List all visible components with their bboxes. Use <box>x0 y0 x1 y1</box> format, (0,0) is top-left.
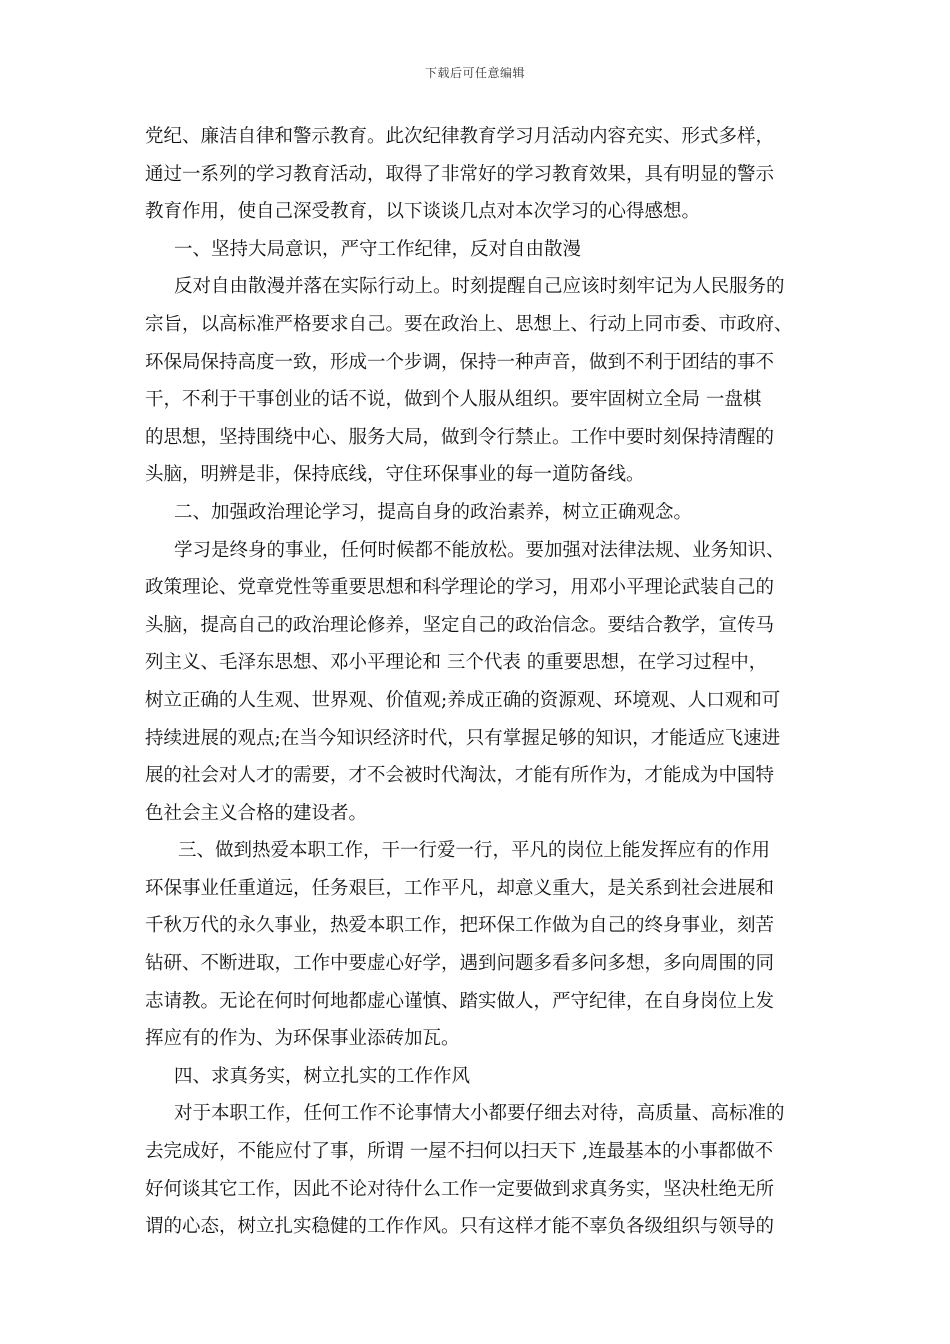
text-line: 党纪、廉洁自律和警示教育。此次纪律教育学习月活动内容充实、形式多样， <box>145 126 775 147</box>
text-line: 谓的心态，树立扎实稳健的工作作风。只有这样才能不辜负各级组织与领导的 <box>145 1216 775 1238</box>
text-line: 钻研、不断进取，工作中要虚心好学，遇到问题多看多问多想，多向周围的同 <box>145 953 775 975</box>
text-line: 环保事业任重道远，任务艰巨，工作平凡，却意义重大，是关系到社会进展和 <box>145 877 775 899</box>
section-heading-1: 一、坚持大局意识，严守工作纪律，反对自由散漫 <box>174 238 582 260</box>
text-line: 去完成好，不能应付了事，所谓 一屋不扫何以扫天下 ,连最基本的小事都做不 <box>145 1141 774 1163</box>
paragraph-start: 学习是终身的事业，任何时候都不能放松。要加强对法律法规、业务知识、 <box>174 539 785 561</box>
section-heading-4: 四、求真务实，树立扎实的工作作风 <box>174 1065 471 1087</box>
document-body <box>145 118 810 1246</box>
section-heading-2: 二、加强政治理论学习，提高自身的政治素养，树立正确观念。 <box>174 501 693 523</box>
paragraph-start: 对于本职工作，任何工作不论事情大小都要仔细去对待，高质量、高标准的 <box>174 1103 785 1125</box>
text-line: 挥应有的作为、为环保事业添砖加瓦。 <box>145 1028 460 1050</box>
text-line: 政策理论、党章党性等重要思想和科学理论的学习，用邓小平理论武装自己的 <box>145 577 775 599</box>
text-line: 树立正确的人生观、世界观、价值观;养成正确的资源观、环境观、人口观和可 <box>145 689 781 711</box>
header-note: 下载后可任意编辑 <box>424 66 525 80</box>
text-line: 教育作用，使自己深受教育，以下谈谈几点对本次学习的心得感想。 <box>145 201 701 223</box>
text-line: 千秋万代的永久事业，热爱本职工作，把环保工作做为自己的终身事业，刻苦 <box>145 915 775 937</box>
paragraph-start: 反对自由散漫并落在实际行动上。时刻提醒自己应该时刻牢记为人民服务的 <box>174 276 785 298</box>
text-line: 色社会主义合格的建设者。 <box>145 802 368 824</box>
text-line: 头脑，明辨是非，保持底线，守住环保事业的每一道防备线。 <box>145 464 645 486</box>
text-line: 干，不利于干事创业的话不说，做到个人服从组织。要牢固树立全局 一盘棋 <box>145 389 762 411</box>
text-line: 头脑，提高自己的政治理论修养，坚定自己的政治信念。要结合教学，宣传马 <box>145 614 775 636</box>
text-line: 志请教。无论在何时何地都虚心谨慎、踏实做人，严守纪律，在自身岗位上发 <box>145 990 775 1012</box>
text-line: 好何谈其它工作，因此不论对待什么工作一定要做到求真务实，坚决杜绝无所 <box>145 1178 775 1200</box>
text-line: 持续进展的观点;在当今知识经济时代，只有掌握足够的知识，才能适应飞速进 <box>145 727 781 749</box>
section-heading-3: 三、做到热爱本职工作，干一行爱一行，平凡的岗位上能发挥应有的作用 <box>178 840 771 862</box>
text-line: 环保局保持高度一致，形成一个步调，保持一种声音，做到不利于团结的事不 <box>145 351 775 373</box>
text-line: 通过一系列的学习教育活动，取得了非常好的学习教育效果，具有明显的警示 <box>145 163 775 185</box>
text-line: 列主义、毛泽东思想、邓小平理论和 三个代表 的重要思想，在学习过程中， <box>145 652 768 674</box>
text-line: 宗旨，以高标准严格要求自己。要在政治上、思想上、行动上同市委、市政府、 <box>145 313 793 335</box>
text-line: 展的社会对人才的需要，才不会被时代淘汰，才能有所作为，才能成为中国特 <box>145 765 775 787</box>
text-line: 的思想，坚持围绕中心、服务大局，做到令行禁止。工作中要时刻保持清醒的 <box>145 426 775 448</box>
